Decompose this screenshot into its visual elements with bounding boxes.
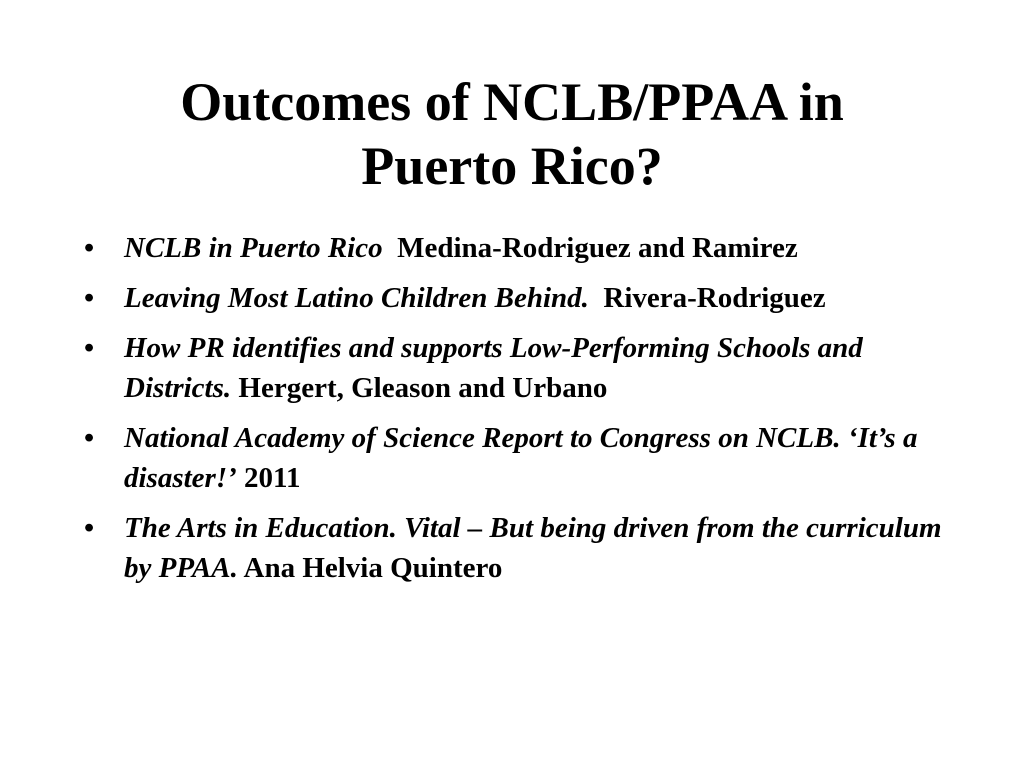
bullet-work-title: National Academy of Science Report to Congress on NCLB. ‘It’s a disaster!’ (124, 422, 918, 494)
slide-title-line-2: Puerto Rico? (361, 136, 663, 196)
bullet-item (84, 228, 964, 268)
bullet-author: 2011 (244, 462, 301, 494)
bullet-author: Rivera-Rodriguez (603, 282, 826, 314)
slide-title (0, 70, 1024, 198)
bullet-list (84, 228, 964, 598)
bullet-point-icon: • (84, 232, 95, 264)
bullet-work-title: How PR identifies and supports Low-Performing Schools and Districts. (124, 332, 863, 404)
bullet-point-icon: • (84, 332, 95, 364)
bullet-author: Medina-Rodriguez and Ramirez (397, 232, 798, 264)
bullet-item (84, 278, 964, 318)
bullet-work-title: Leaving Most Latino Children Behind. (124, 282, 589, 314)
bullet-author: Hergert, Gleason and Urbano (238, 372, 608, 404)
bullet-item (84, 508, 964, 588)
bullet-point-icon: • (84, 422, 95, 454)
bullet-item (84, 328, 964, 408)
slide-title-line-1: Outcomes of NCLB/PPAA in (180, 72, 844, 132)
bullet-work-title: The Arts in Education. Vital – But being driven from the curriculum by PPAA. (124, 512, 942, 584)
bullet-author: Ana Helvia Quintero (243, 552, 503, 584)
bullet-item (84, 418, 964, 498)
bullet-point-icon: • (84, 282, 95, 314)
bullet-work-title: NCLB in Puerto Rico (124, 232, 383, 264)
bullet-point-icon: • (84, 512, 95, 544)
